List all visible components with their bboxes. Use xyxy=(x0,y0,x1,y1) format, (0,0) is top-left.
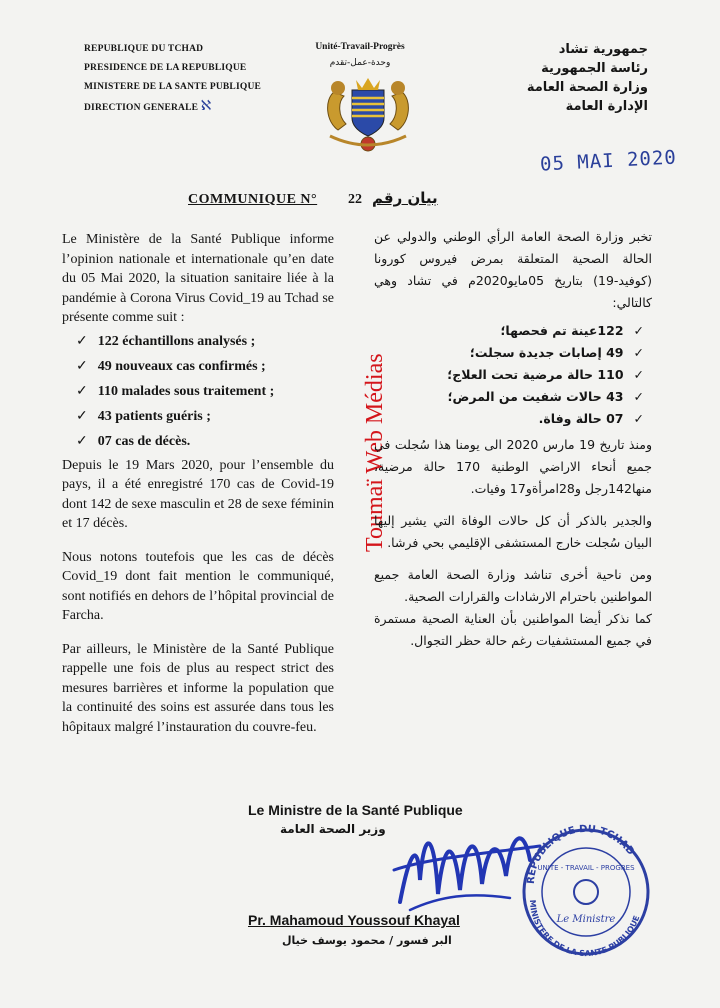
header-right-line: جمهورية تشاد xyxy=(558,42,648,57)
ar-paragraph: ومنذ تاريخ 19 مارس 2020 الى يومنا هذا سُجلت في جميع أنحاء الاراضي الوطنية 170 حالة مرضية، منها142رجل و28امرأةو17 وفيات. xyxy=(374,437,652,496)
check-icon: ✓ xyxy=(633,411,644,426)
fr-paragraph: Depuis le 19 Mars 2020, pour l’ensemble du pays, il a été enregistré 170 cas de Covid-19 dont 142 de sexe masculin et 28 de sexe féminin et 17 décès. xyxy=(62,457,334,531)
signatory-name-ar: البر فسور / محمود يوسف خيال xyxy=(282,934,452,947)
watermark: Toumaï Web Médias xyxy=(362,353,388,552)
ar-bullet-list xyxy=(374,320,652,430)
header-left-line: REPUBLIQUE DU TCHAD xyxy=(84,44,204,54)
communique-number: 22 xyxy=(348,192,362,207)
motto-ar: وحدة-عمل-تقدم xyxy=(329,58,391,68)
header-left-line: MINISTERE DE LA SANTE PUBLIQUE xyxy=(84,82,262,92)
list-item: ✓ 110 malades sous traitement ; xyxy=(76,383,275,399)
list-item: ✓110 حالة مرضية تحت العلاج؛ xyxy=(447,367,644,382)
signatory-title-ar: وزير الصحة العامة xyxy=(280,822,386,836)
check-icon: ✓ xyxy=(76,433,88,449)
check-icon: ✓ xyxy=(633,367,644,382)
check-icon: ✓ xyxy=(633,345,644,360)
check-icon: ✓ xyxy=(76,358,88,374)
seal-text: MINISTERE DE LA SANTE PUBLIQUE xyxy=(527,899,642,959)
signatory-name: Pr. Mahamoud Youssouf Khayal xyxy=(248,912,460,928)
communique-title: COMMUNIQUE N° xyxy=(188,192,318,207)
list-item: ✓ 49 nouveaux cas confirmés ; xyxy=(76,358,266,374)
signatory-title: Le Ministre de la Santé Publique xyxy=(248,802,463,818)
header-right-line: الإدارة العامة xyxy=(565,99,648,114)
official-seal-icon xyxy=(520,812,652,1002)
check-icon: ✓ xyxy=(76,333,88,349)
ar-paragraph: كما نذكر أيضا المواطنين بأن العناية الصحية مستمرة في جميع المستشفيات رغم حالة حظر التجوال. xyxy=(374,611,652,648)
header-left-line: PRESIDENCE DE LA REPUBLIQUE xyxy=(84,63,247,73)
fr-bullet-list xyxy=(62,329,334,454)
check-icon: ✓ xyxy=(633,323,644,338)
check-icon: ✓ xyxy=(76,408,88,424)
check-icon: ✓ xyxy=(633,389,644,404)
header-left-line: DIRECTION GENERALE ℵ xyxy=(84,98,212,114)
list-item: ✓49 إصابات جديدة سجلت؛ xyxy=(469,345,644,360)
seal-text: Le Ministre xyxy=(556,914,616,925)
list-item: ✓122عينة تم فحصها؛ xyxy=(500,323,644,338)
fr-paragraph: Nous notons toutefois que les cas de décès Covid_19 dont fait mention le communiqué, sont notifiés en dehors de l’hôpital provincial de Farcha. xyxy=(62,549,334,623)
ar-paragraph: ومن ناحية أخرى تناشد وزارة الصحة العامة جميع المواطنين باحترام الارشادات والقرارات الصحية. xyxy=(374,567,652,604)
seal-text: UNITE - TRAVAIL - PROGRES xyxy=(537,864,635,872)
header-right xyxy=(527,40,648,116)
arabic-column xyxy=(374,226,652,652)
list-item: ✓43 حالات شفيت من المرض؛ xyxy=(447,389,644,404)
fr-paragraph: Par ailleurs, le Ministère de la Santé Publique rappelle une fois de plus au respect strict des mesures barrières et informe la population que la continuité des soins est assurée dans tous les hôpitaux malgré l’instauration du couvre-feu. xyxy=(62,641,334,735)
list-item: ✓ 07 cas de décès. xyxy=(76,433,191,449)
date-stamp: 05 MAI 2020 xyxy=(539,146,678,176)
list-item: ✓ 43 patients guéris ; xyxy=(76,408,211,424)
list-item: ✓07 حالة وفاة. xyxy=(538,411,644,426)
french-column xyxy=(62,230,334,737)
ar-paragraph: والجدير بالذكر أن كل حالات الوفاة التي يشير إليها البيان سُجلت خارج المستشفى الإقليمي بحي فرشا. xyxy=(374,513,652,550)
communique-title-ar: بيان رقم xyxy=(372,189,438,207)
header-right-line: رئاسة الجمهورية xyxy=(541,61,648,76)
fr-intro: Le Ministère de la Santé Publique informe l’opinion nationale et internationale qu’en date du 05 Mai 2020, la situation sanitaire liée à la pandémie à Corona Virus Covid_19 au Tchad se présente comme suit : xyxy=(62,232,334,325)
check-icon: ✓ xyxy=(76,383,88,399)
seal-text: REPUBLIQUE DU TCHAD xyxy=(525,823,637,885)
list-item: ✓ 122 échantillons analysés ; xyxy=(76,333,256,349)
ar-intro: تخبر وزارة الصحة العامة الرأي الوطني والدولي عن الحالة الصحية المتعلقة بمرض فيروس كورونا (كوفيد-19) بتاريخ 05مايو2020م في تشاد وهي كالتالي: xyxy=(374,229,653,310)
coat-of-arms-icon xyxy=(316,72,420,156)
motto-fr: Unité-Travail-Progrès xyxy=(315,42,405,52)
header-right-line: وزارة الصحة العامة xyxy=(526,80,648,95)
